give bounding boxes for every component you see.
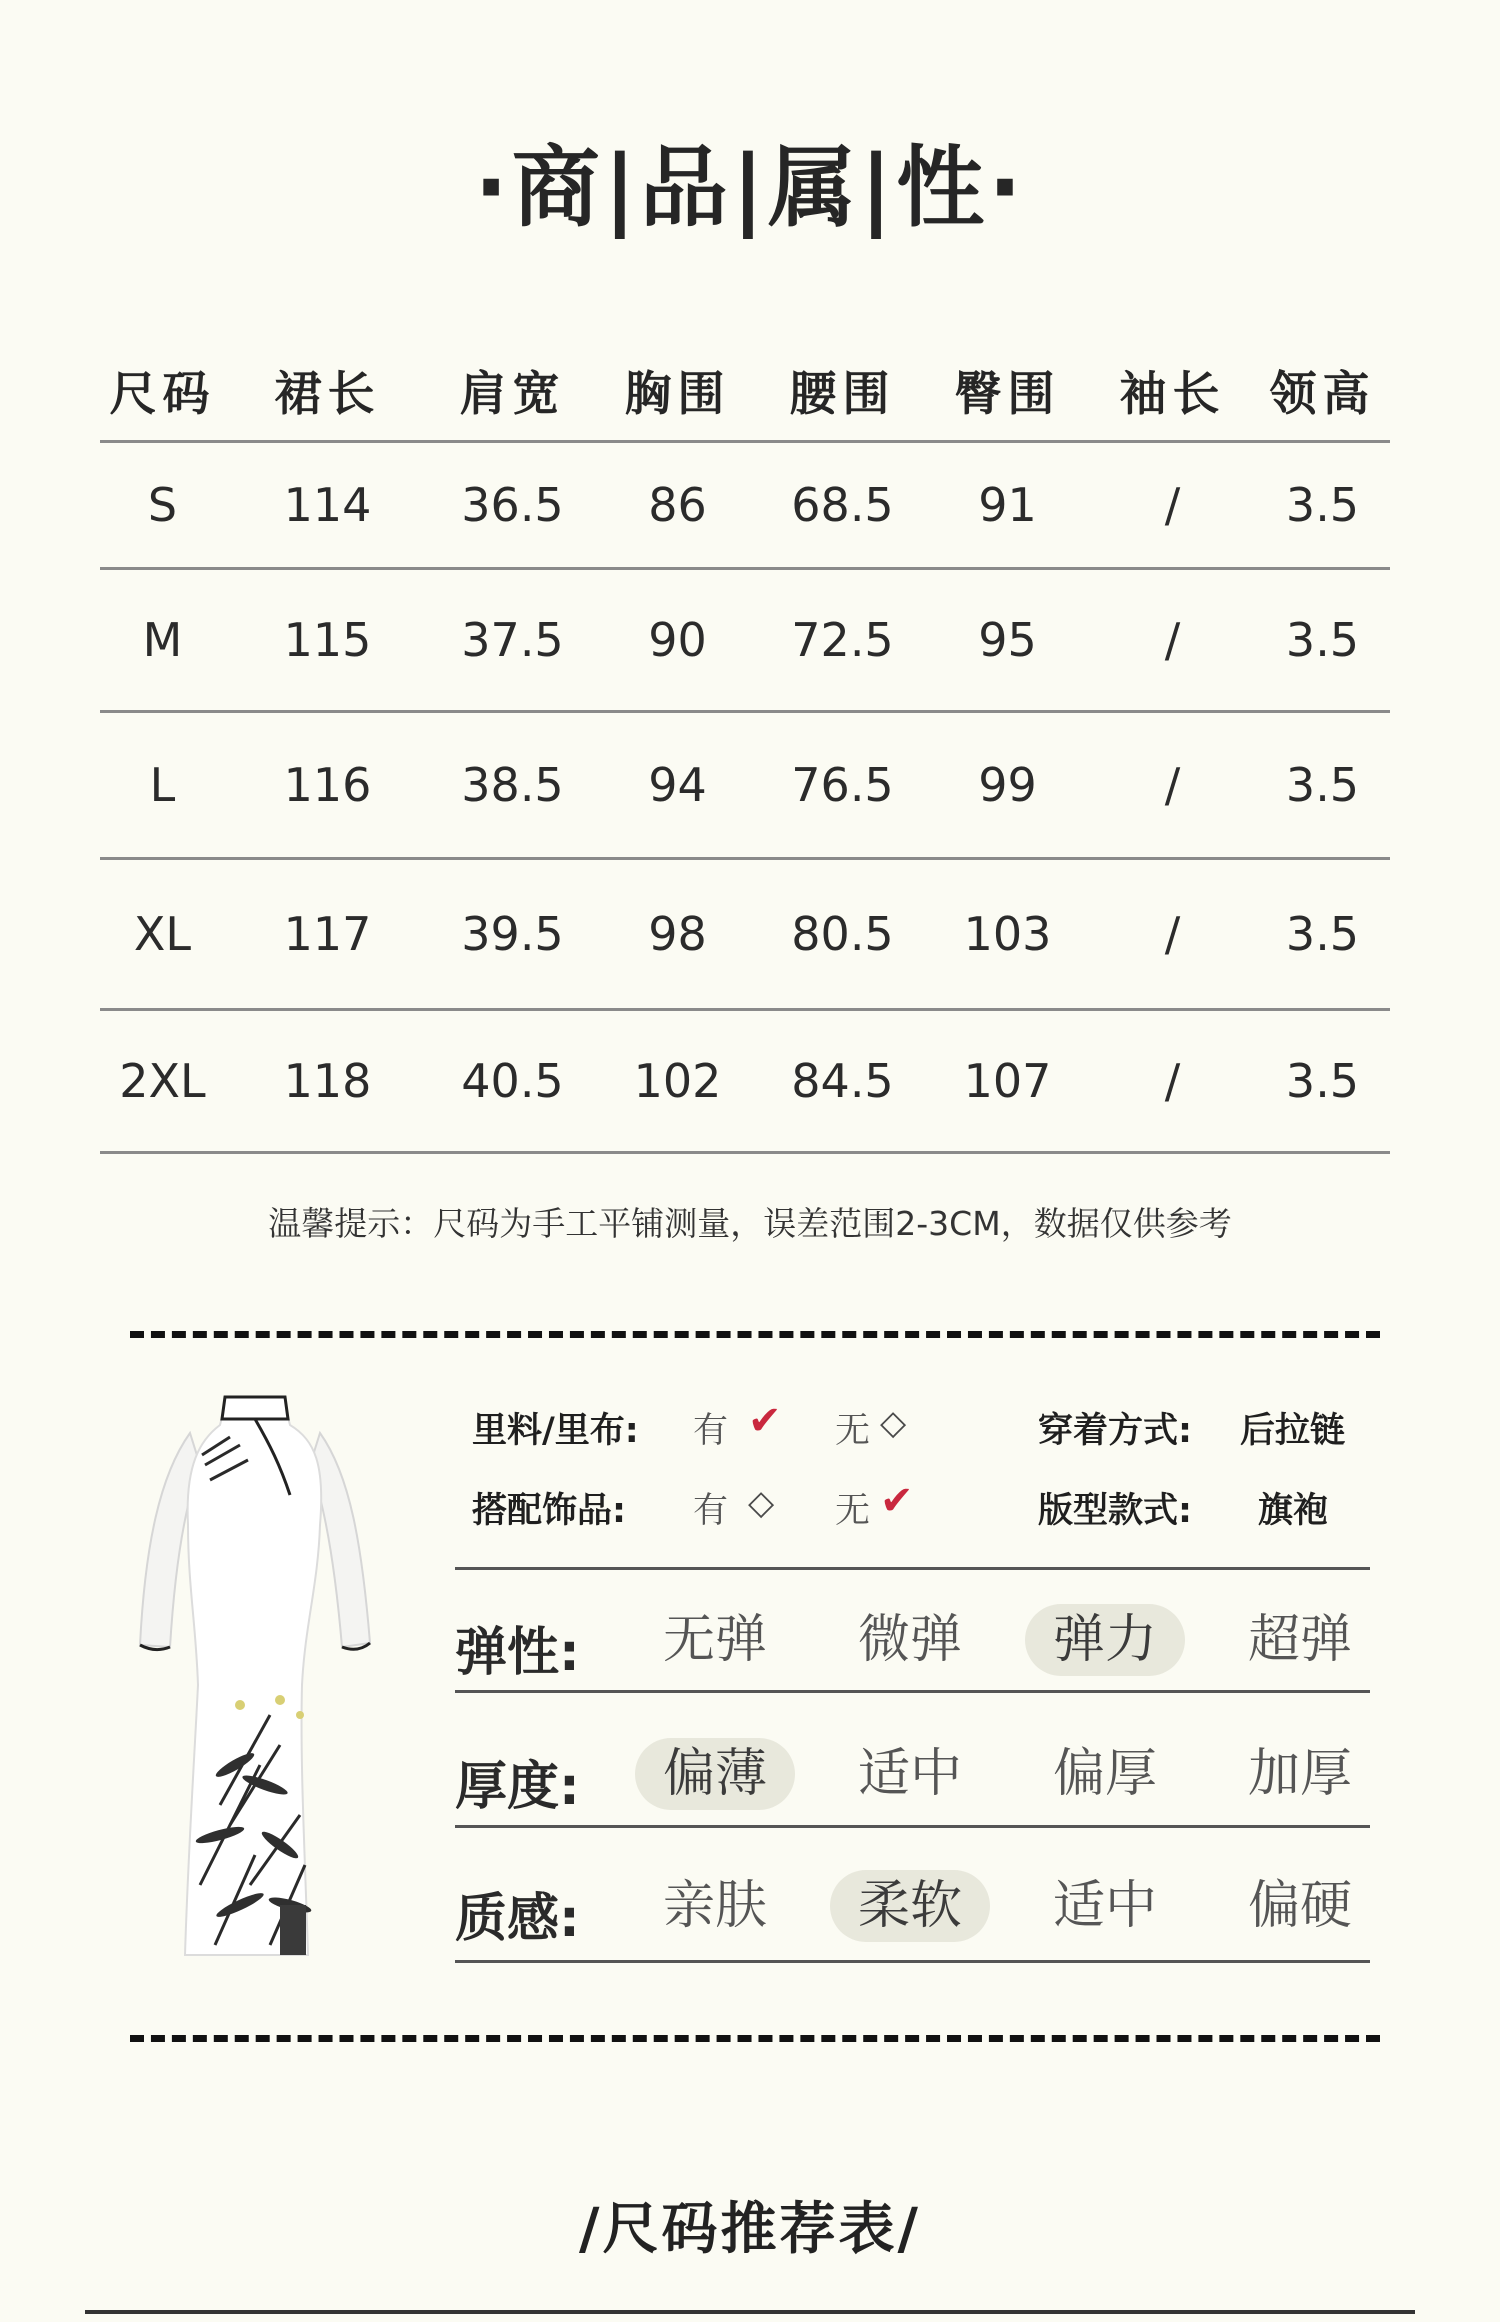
table-cell: 2XL [119,1054,206,1108]
bottom-line [85,2310,1415,2314]
divider-line [455,1960,1370,1963]
scale-option: 偏厚 [1052,1744,1157,1804]
table-cell: 84.5 [791,1054,894,1108]
table-cell: 99 [978,758,1037,812]
table-cell: 95 [978,613,1037,667]
table-cell: 72.5 [791,613,894,667]
scale-option: 超弹 [1247,1610,1352,1670]
scale-option-selected: 偏薄 [635,1738,795,1810]
table-cell: 90 [648,613,707,667]
table-cell: 36.5 [461,478,564,532]
table-row [100,1011,1390,1154]
table-cell: 68.5 [791,478,894,532]
scale-option: 亲肤 [662,1876,767,1936]
scale-option: 加厚 [1247,1744,1352,1804]
lining-label: 里料/里布: [472,1411,639,1451]
column-header: 胸围 [624,366,731,422]
wearing-value: 后拉链 [1240,1411,1346,1451]
scale-label: 弹性: [455,1623,580,1683]
accessory-label: 搭配饰品: [472,1491,626,1531]
table-cell: M [142,613,183,667]
divider-line [455,1690,1370,1693]
table-header-row [100,340,1390,443]
table-cell: 80.5 [791,907,894,961]
scale-option-selected: 柔软 [830,1870,990,1942]
dashed-divider [130,1331,1380,1338]
table-cell: / [1164,1054,1181,1108]
table-cell: 94 [648,758,707,812]
table-cell: / [1164,478,1181,532]
table-cell: 118 [283,1054,372,1108]
scale-option: 无弹 [662,1610,767,1670]
table-row [100,713,1390,860]
column-header: 尺码 [109,366,216,422]
table-cell: 91 [978,478,1037,532]
table-cell: / [1164,758,1181,812]
table-cell: / [1164,907,1181,961]
lining-yes-label: 有 [693,1411,729,1451]
check-icon: ✔ [748,1398,782,1444]
table-cell: 38.5 [461,758,564,812]
column-header: 臀围 [954,366,1061,422]
page-title: ·商|品|属|性· [474,136,1026,239]
table-cell: 114 [283,478,372,532]
table-cell: XL [133,907,192,961]
table-cell: 103 [963,907,1052,961]
hollow-diamond-icon: ◇ [880,1403,907,1443]
scale-option: 适中 [857,1744,962,1804]
table-cell: 3.5 [1285,758,1360,812]
dashed-divider [130,2035,1380,2042]
table-body [100,443,1390,1154]
table-cell: 115 [283,613,372,667]
table-cell: 3.5 [1285,478,1360,532]
table-row [100,443,1390,570]
style-label: 版型款式: [1038,1491,1192,1531]
scale-label: 厚度: [455,1757,580,1817]
table-cell: 40.5 [461,1054,564,1108]
style-value: 旗袍 [1258,1491,1329,1531]
table-cell: 107 [963,1054,1052,1108]
table-cell: 117 [283,907,372,961]
divider-line [455,1567,1370,1570]
table-cell: 3.5 [1285,907,1360,961]
hollow-diamond-icon: ◇ [748,1483,775,1523]
divider-line [455,1825,1370,1828]
scale-option: 适中 [1052,1876,1157,1936]
wearing-label: 穿着方式: [1038,1411,1192,1451]
table-cell: 37.5 [461,613,564,667]
table-cell: 86 [648,478,707,532]
measurement-tip: 温馨提示：尺码为手工平铺测量，误差范围2-3CM，数据仅供参考 [268,1204,1232,1243]
table-cell: 98 [648,907,707,961]
column-header: 领高 [1269,366,1376,422]
table-cell: 39.5 [461,907,564,961]
scale-option-selected: 弹力 [1025,1604,1185,1676]
column-header: 袖长 [1119,366,1226,422]
dress-image [130,1385,380,1985]
accessory-no-label: 无 [835,1491,871,1531]
table-row [100,860,1390,1011]
table-cell: 102 [633,1054,722,1108]
column-header: 腰围 [789,366,896,422]
scale-option: 微弹 [857,1610,962,1670]
table-row [100,570,1390,713]
table-cell: 3.5 [1285,613,1360,667]
table-cell: 76.5 [791,758,894,812]
accessory-yes-label: 有 [693,1491,729,1531]
lining-no-label: 无 [835,1411,871,1451]
check-icon: ✔ [880,1478,914,1524]
column-header: 裙长 [274,366,381,422]
table-cell: L [149,758,176,812]
table-cell: 3.5 [1285,1054,1360,1108]
table-cell: 116 [283,758,372,812]
table-cell: / [1164,613,1181,667]
scale-option: 偏硬 [1247,1876,1352,1936]
scale-label: 质感: [455,1889,580,1949]
column-header: 肩宽 [459,366,566,422]
size-recommendation-title: /尺码推荐表/ [579,2197,921,2262]
table-cell: S [147,478,178,532]
size-table [100,340,1390,1154]
